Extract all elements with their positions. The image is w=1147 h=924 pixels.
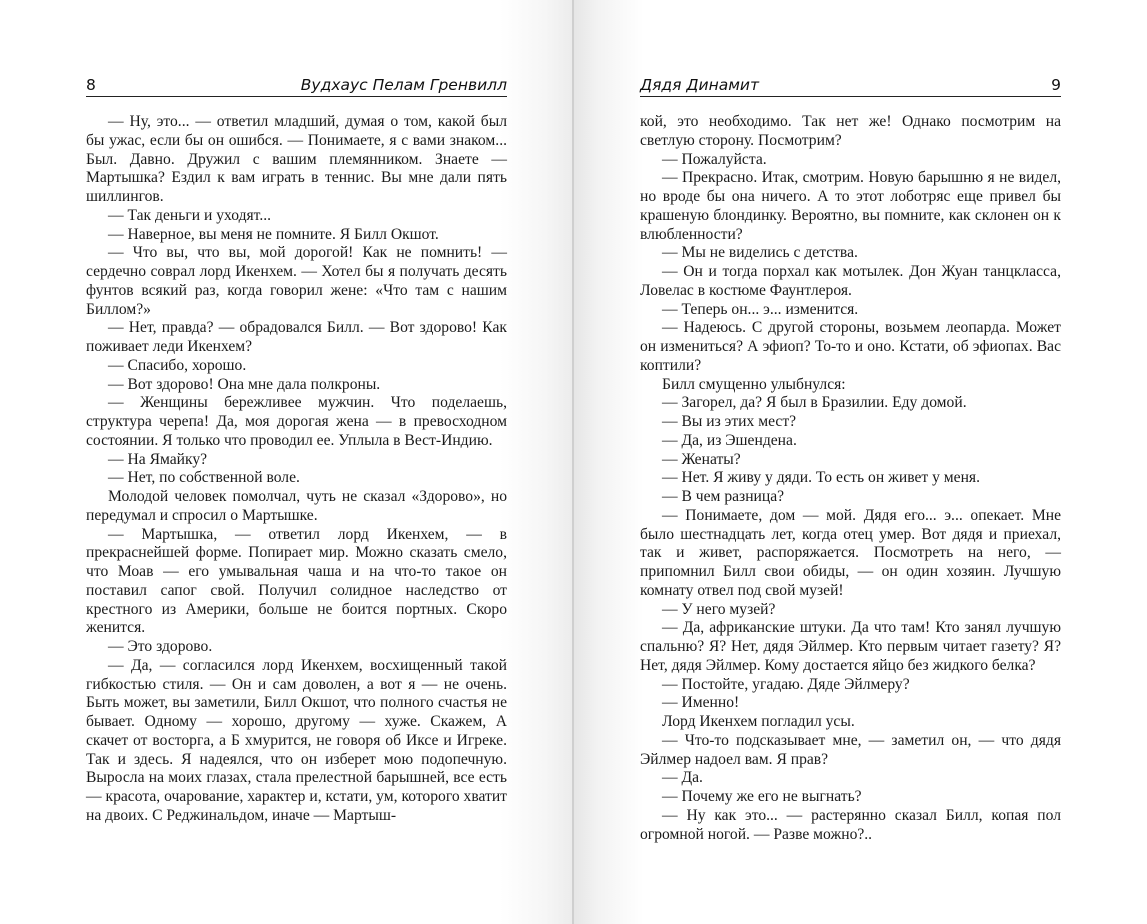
paragraph: — Прекрасно. Итак, смотрим. Новую барышню я не видел, но вроде бы она ничего. А то этот лоботряс еще привел бы крашеную блондинку. Вероятно, вы помните, как склонен он к влюбленности? bbox=[640, 169, 1061, 243]
paragraph: — На Ямайку? bbox=[108, 450, 208, 468]
paragraph: Молодой человек помолчал, чуть не сказал «Здорово», но передумал и спросил о Мартышке. bbox=[86, 488, 507, 524]
right-page-header bbox=[640, 70, 1061, 97]
left-page-header bbox=[86, 70, 507, 97]
right-page-body bbox=[640, 113, 1061, 844]
paragraph: — Ну, это... — ответил младший, думая о том, какой был бы ужас, если бы он ошибся. — Понимаете, я с вами знаком... Был. Давно. Дружил с вашим племянником. Знаете — Мартышка? Ездил к вам играть в теннис. Вы мне дали пять шиллингов. bbox=[86, 113, 507, 205]
paragraph: Билл смущенно улыбнулся: bbox=[662, 375, 846, 393]
paragraph: кой, это необходимо. Так нет же! Однако посмотрим на светлую сторону. Посмотрим? bbox=[640, 113, 1061, 149]
paragraph: — Нет, по собственной воле. bbox=[108, 469, 300, 487]
paragraph: — Пожалуйста. bbox=[662, 150, 767, 168]
paragraph: — Что-то подсказывает мне, — заметил он, — что дядя Эйлмер надоел вам. Я прав? bbox=[640, 731, 1061, 768]
paragraph: — Ну как это... — растерянно сказал Билл, копая пол огромной ногой. — Разве можно?.. bbox=[640, 806, 1061, 843]
paragraph: — Да, — согласился лорд Икенхем, восхищенный такой гибкостью стиля. — Он и сам доволен, а вот я — не очень. Быть может, вы заметили, Билл Окшот, что полного счастья не бывает. Одному — хорошо, другому — хуже. Скажем, А скачет от восторга, а Б хмурится, не говоря об Иксе и Игреке. Так и здесь. Я надеялся, что он изберет мою подопечную. Выросла на моих глазах, стала прелестной барышней, все есть — красота, очарование, характер и, кстати, ум, которого хватит на двоих. С Реджинальдом, иначе — Мартыш- bbox=[86, 656, 507, 824]
paragraph: — Почему же его не выгнать? bbox=[662, 788, 862, 805]
paragraph: — Вот здорово! Она мне дала полкроны. bbox=[108, 375, 381, 393]
paragraph: — Теперь он... э... изменится. bbox=[662, 300, 859, 318]
paragraph: — Вы из этих мест? bbox=[662, 413, 797, 430]
paragraph: — У него музей? bbox=[662, 600, 776, 618]
running-title: Дядя Динамит bbox=[640, 76, 760, 94]
paragraph: — Надеюсь. С другой стороны, возьмем леопарда. Может он измениться? А эфиоп? То-то и оно. Кстати, об эфиопах. Вас коптили? bbox=[640, 319, 1061, 374]
paragraph: — Так деньги и уходят... bbox=[108, 206, 272, 224]
paragraph: — Наверное, вы меня не помните. Я Билл Окшот. bbox=[108, 225, 439, 243]
running-title: Вудхаус Пелам Гренвилл bbox=[300, 76, 507, 94]
paragraph: Лорд Икенхем погладил усы. bbox=[662, 713, 855, 730]
paragraph: — Нет. Я живу у дяди. То есть он живет у меня. bbox=[662, 469, 981, 487]
right-page bbox=[574, 0, 1147, 924]
paragraph: — Да. bbox=[662, 769, 703, 787]
paragraph: — Загорел, да? Я был в Бразилии. Еду домой. bbox=[662, 394, 967, 412]
left-page-body bbox=[86, 113, 507, 826]
paragraph: — Да, из Эшендена. bbox=[662, 431, 797, 449]
paragraph: — Спасибо, хорошо. bbox=[108, 356, 247, 374]
paragraph: — Женаты? bbox=[662, 450, 741, 468]
page-number: 8 bbox=[86, 76, 96, 94]
paragraph: — Именно! bbox=[662, 694, 740, 712]
paragraph: — Мартышка, — ответил лорд Икенхем, — в прекраснейшей форме. Попирает мир. Можно сказать смело, что Моав — его умывальная чаша и на что-то такое он поставил сапог свой. Получил солидное наследство от крестного из Америки, больше не боится портных. Скоро женится. bbox=[86, 525, 507, 637]
paragraph: — Мы не виделись с детства. bbox=[662, 244, 858, 262]
paragraph: — Это здорово. bbox=[108, 638, 213, 655]
paragraph: — Нет, правда? — обрадовался Билл. — Вот здорово! Как поживает леди Икенхем? bbox=[86, 319, 507, 355]
page-number: 9 bbox=[1051, 76, 1061, 94]
paragraph: — Постойте, угадаю. Дяде Эйлмеру? bbox=[662, 675, 910, 693]
paragraph: — Да, африканские штуки. Да что там! Кто занял лучшую спальню? Я? Нет, дядя Эйлмер. Кто первым читает газету? Я? Нет, дядя Эйлмер. Кому достается яйцо без жидкого белка? bbox=[640, 619, 1061, 674]
paragraph: — Женщины бережливее мужчин. Что поделаешь, структура черепа! Да, моя дорогая жена — в превосходном состоянии. Я только что проводил ее. Уплыла в Вест-Индию. bbox=[86, 394, 507, 449]
paragraph: — Что вы, что вы, мой дорогой! Как не помнить! — сердечно соврал лорд Икенхем. — Хотел бы я получать десять фунтов всякий раз, когда говорил жене: «Что там с нашим Биллом?» bbox=[86, 244, 507, 318]
paragraph: — Он и тогда порхал как мотылек. Дон Жуан танцкласса, Ловелас в костюме Фаунтлероя. bbox=[640, 263, 1061, 299]
left-page bbox=[0, 0, 573, 924]
paragraph: — В чем разница? bbox=[662, 488, 785, 505]
paragraph: — Понимаете, дом — мой. Дядя его... э... опекает. Мне было шестнадцать лет, когда отец умер. Вот дядя и приехал, так и живет, распоряжается. Посмотреть на него, — припомнил Билл свои обиды, — он один хозяин. Лучшую комнату отвел под свой музей! bbox=[640, 506, 1061, 599]
